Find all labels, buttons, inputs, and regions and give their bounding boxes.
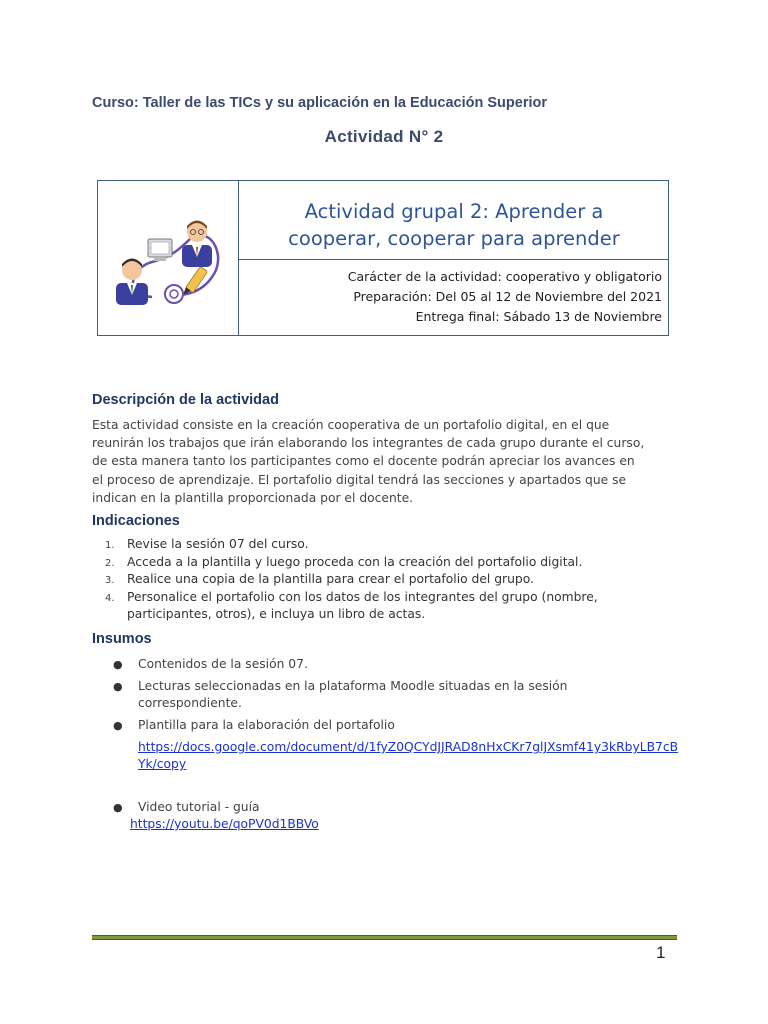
video-link-block bbox=[130, 816, 710, 833]
activity-number: Actividad N° 2 bbox=[324, 127, 444, 146]
description-line-5: indican en la plantilla proporcionada por el docente. bbox=[92, 490, 414, 505]
template-link-block bbox=[113, 739, 693, 773]
footer-divider bbox=[92, 935, 677, 940]
list-item bbox=[105, 536, 665, 554]
page-number: 1 bbox=[656, 943, 666, 962]
input-item-line-1: Lecturas seleccionadas en la plataforma Moodle situadas en la sesión bbox=[138, 679, 568, 693]
list-item-number: 2. bbox=[105, 557, 115, 569]
input-item-text: Contenidos de la sesión 07. bbox=[138, 657, 308, 671]
box-vertical-divider bbox=[238, 181, 239, 335]
box-title-line-1: Actividad grupal 2: Aprender a bbox=[304, 200, 604, 223]
list-item bbox=[105, 554, 665, 572]
list-item bbox=[105, 571, 665, 589]
description-line-4: el proceso de aprendizaje. El portafolio digital tendrá las secciones y apartados que se bbox=[92, 472, 627, 487]
description-heading: Descripción de la actividad bbox=[92, 392, 279, 408]
list-item-text: Acceda a la plantilla y luego proceda con la creación del portafolio digital. bbox=[127, 554, 583, 569]
list-item-text: Personalice el portafolio con los datos de los integrantes del grupo (nombre, bbox=[127, 589, 598, 604]
cooperation-illustration bbox=[112, 207, 228, 311]
video-link[interactable]: https://youtu.be/qoPV0d1BBVo bbox=[130, 817, 319, 831]
box-horizontal-divider bbox=[238, 259, 668, 260]
activity-preparation: Preparación: Del 05 al 12 de Noviembre del 2021 bbox=[353, 289, 662, 304]
description-paragraph bbox=[92, 416, 678, 507]
list-item-number: 1. bbox=[105, 540, 115, 551]
template-link[interactable]: https://docs.google.com/document/d/1fyZ0QCYdJJRAD8nHxCKr7glJXsmf41y3kRbyLB7cB bbox=[138, 740, 679, 754]
list-item-text: Realice una copia de la plantilla para crear el portafolio del grupo. bbox=[127, 572, 534, 586]
input-item-line-2: correspondiente. bbox=[138, 696, 242, 710]
list-item bbox=[113, 678, 693, 712]
list-item bbox=[105, 589, 665, 624]
computer-icon bbox=[148, 239, 172, 261]
list-item bbox=[113, 717, 693, 734]
list-item bbox=[113, 656, 693, 673]
list-item-text-continued: participantes, otros), e incluya un libro de actas. bbox=[127, 607, 426, 621]
box-title-line-2: cooperar, cooperar para aprender bbox=[288, 227, 620, 250]
list-item bbox=[113, 799, 693, 816]
activity-header-box bbox=[97, 180, 669, 336]
input-item-text bbox=[138, 678, 693, 712]
activity-box-title bbox=[248, 198, 660, 252]
template-link-continued[interactable]: Yk/copy bbox=[138, 757, 187, 771]
bullet-icon: ● bbox=[113, 680, 123, 693]
indications-list bbox=[105, 536, 665, 624]
description-line-1: Esta actividad consiste en la creación cooperativa de un portafolio digital, en el que bbox=[92, 418, 610, 432]
description-line-2: reunirán los trabajos que irán elaborando los integrantes de cada grupo durante el curso, bbox=[92, 436, 645, 451]
course-title: Curso: Taller de las TICs y su aplicación en la Educación Superior bbox=[92, 95, 548, 111]
bullet-icon: ● bbox=[113, 719, 123, 732]
activity-box-meta bbox=[348, 267, 662, 327]
input-item-text: Video tutorial - guía bbox=[138, 800, 260, 814]
inputs-heading: Insumos bbox=[92, 631, 152, 647]
list-item-number: 4. bbox=[105, 592, 115, 604]
bullet-icon: ● bbox=[113, 658, 123, 671]
description-line-3: de esta manera tanto los participantes como el docente podrán apreciar los avances en bbox=[92, 454, 635, 469]
indications-heading: Indicaciones bbox=[92, 513, 180, 529]
input-item-text: Plantilla para la elaboración del portafolio bbox=[138, 718, 395, 732]
activity-character: Carácter de la actividad: cooperativo y obligatorio bbox=[347, 269, 662, 284]
list-item-number: 3. bbox=[105, 575, 115, 586]
list-item-text: Revise la sesión 07 del curso. bbox=[127, 537, 309, 551]
bullet-icon: ● bbox=[113, 801, 123, 814]
activity-delivery: Entrega final: Sábado 13 de Noviembre bbox=[415, 309, 662, 324]
